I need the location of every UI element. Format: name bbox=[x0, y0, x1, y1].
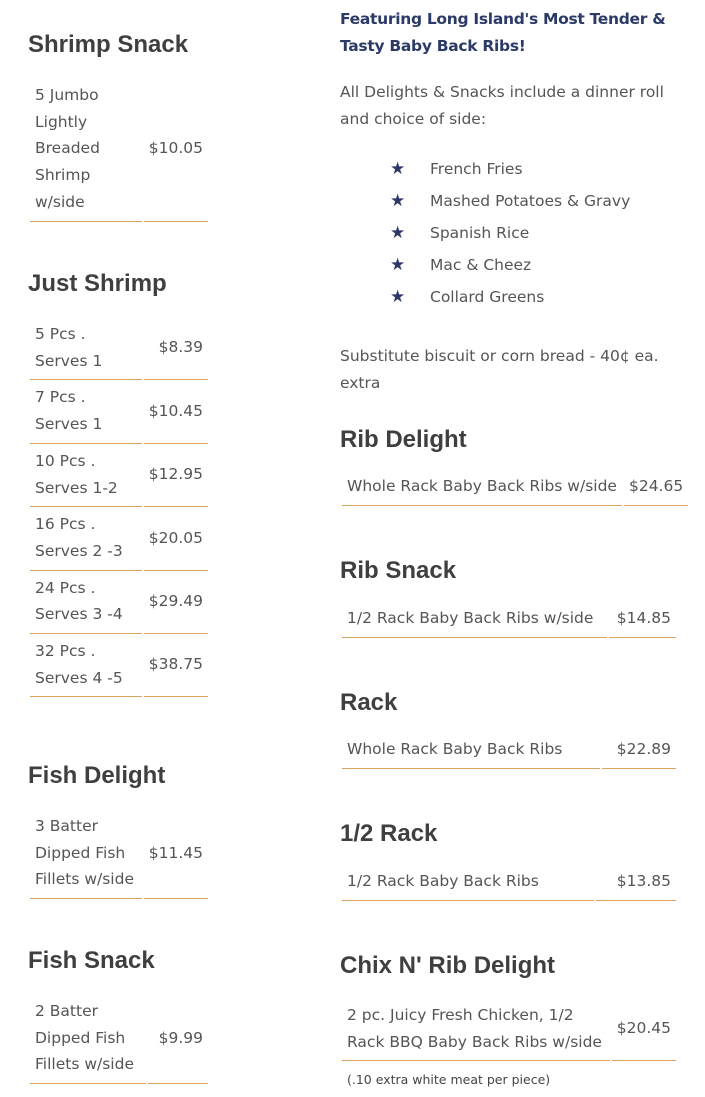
item-price: $22.89 bbox=[602, 732, 676, 769]
section-title-chix-rib-delight: Chix N' Rib Delight bbox=[340, 952, 556, 979]
item-price: $38.75 bbox=[144, 634, 208, 697]
item-name: 2 Batter Dipped Fish Fillets w/side bbox=[30, 994, 146, 1084]
item-name: 2 pc. Juicy Fresh Chicken, 1/2 Rack BBQ Baby Back Ribs w/side bbox=[342, 998, 610, 1061]
table-row bbox=[30, 809, 208, 899]
item-name: 7 Pcs . Serves 1 bbox=[30, 380, 142, 443]
section-title-half-rack: 1/2 Rack bbox=[340, 820, 438, 847]
item-price: $14.85 bbox=[609, 601, 676, 638]
item-price: $13.85 bbox=[596, 864, 676, 901]
item-name: 5 Pcs . Serves 1 bbox=[30, 317, 142, 380]
fish-delight-table bbox=[28, 809, 210, 899]
item-price: $24.65 bbox=[624, 469, 688, 506]
table-row bbox=[342, 601, 676, 638]
side-label: Spanish Rice bbox=[430, 224, 530, 242]
half-rack-table bbox=[340, 864, 678, 901]
chix-rib-delight-table bbox=[340, 998, 678, 1061]
list-item bbox=[390, 185, 630, 217]
table-row bbox=[30, 507, 208, 570]
table-row bbox=[30, 571, 208, 634]
item-name: 10 Pcs . Serves 1-2 bbox=[30, 444, 142, 507]
side-label: Mac & Cheez bbox=[430, 256, 532, 274]
item-price: $10.05 bbox=[144, 78, 208, 222]
item-price: $11.45 bbox=[144, 809, 208, 899]
rib-snack-table bbox=[340, 601, 678, 638]
item-price: $20.05 bbox=[144, 507, 208, 570]
section-title-rib-snack: Rib Snack bbox=[340, 557, 457, 584]
star-icon: ★ bbox=[390, 159, 406, 179]
list-item bbox=[390, 217, 630, 249]
table-row bbox=[30, 380, 208, 443]
side-label: French Fries bbox=[430, 160, 523, 178]
table-row bbox=[342, 732, 676, 769]
list-item bbox=[390, 153, 630, 185]
list-item bbox=[390, 281, 630, 313]
star-icon: ★ bbox=[390, 255, 406, 275]
item-name: 32 Pcs . Serves 4 -5 bbox=[30, 634, 142, 697]
rack-table bbox=[340, 732, 678, 769]
side-label: Mashed Potatoes & Gravy bbox=[430, 192, 631, 210]
table-row bbox=[342, 864, 676, 901]
list-item bbox=[390, 249, 630, 281]
section-title-just-shrimp: Just Shrimp bbox=[28, 270, 167, 297]
table-row bbox=[342, 998, 676, 1061]
star-icon: ★ bbox=[390, 223, 406, 243]
item-price: $12.95 bbox=[144, 444, 208, 507]
item-name: 16 Pcs . Serves 2 -3 bbox=[30, 507, 142, 570]
rib-delight-table bbox=[340, 469, 690, 506]
star-icon: ★ bbox=[390, 287, 406, 307]
section-title-rib-delight: Rib Delight bbox=[340, 426, 467, 453]
section-title-fish-snack: Fish Snack bbox=[28, 947, 155, 974]
item-name: 1/2 Rack Baby Back Ribs w/side bbox=[342, 601, 607, 638]
section-title-fish-delight: Fish Delight bbox=[28, 762, 166, 789]
substitute-note: Substitute biscuit or corn bread - 40¢ ea. extra bbox=[340, 347, 659, 392]
table-row bbox=[30, 78, 208, 222]
table-row bbox=[342, 469, 688, 506]
shrimp-snack-table bbox=[28, 78, 210, 222]
table-row bbox=[30, 444, 208, 507]
item-price: $29.49 bbox=[144, 571, 208, 634]
section-title-shrimp-snack: Shrimp Snack bbox=[28, 31, 189, 58]
table-row bbox=[30, 634, 208, 697]
item-name: 5 Jumbo Lightly Breaded Shrimp w/side bbox=[30, 78, 142, 222]
item-price: $10.45 bbox=[144, 380, 208, 443]
fish-snack-table bbox=[28, 994, 210, 1084]
item-price: $8.39 bbox=[144, 317, 208, 380]
sides-intro: All Delights & Snacks include a dinner roll and choice of side: bbox=[340, 83, 664, 128]
table-row bbox=[30, 317, 208, 380]
item-name: 3 Batter Dipped Fish Fillets w/side bbox=[30, 809, 142, 899]
just-shrimp-table bbox=[28, 317, 210, 697]
item-price: $9.99 bbox=[148, 994, 208, 1084]
item-name: Whole Rack Baby Back Ribs bbox=[342, 732, 600, 769]
item-name: 1/2 Rack Baby Back Ribs bbox=[342, 864, 594, 901]
sides-list bbox=[390, 153, 630, 313]
star-icon: ★ bbox=[390, 191, 406, 211]
side-label: Collard Greens bbox=[430, 288, 545, 306]
white-meat-note: (.10 extra white meat per piece) bbox=[347, 1072, 551, 1087]
table-row bbox=[30, 994, 208, 1084]
item-name: Whole Rack Baby Back Ribs w/side bbox=[342, 469, 622, 506]
item-price: $20.45 bbox=[612, 998, 676, 1061]
featured-headline: Featuring Long Island's Most Tender & Tasty Baby Back Ribs! bbox=[340, 10, 666, 55]
item-name: 24 Pcs . Serves 3 -4 bbox=[30, 571, 142, 634]
section-title-rack: Rack bbox=[340, 689, 398, 716]
